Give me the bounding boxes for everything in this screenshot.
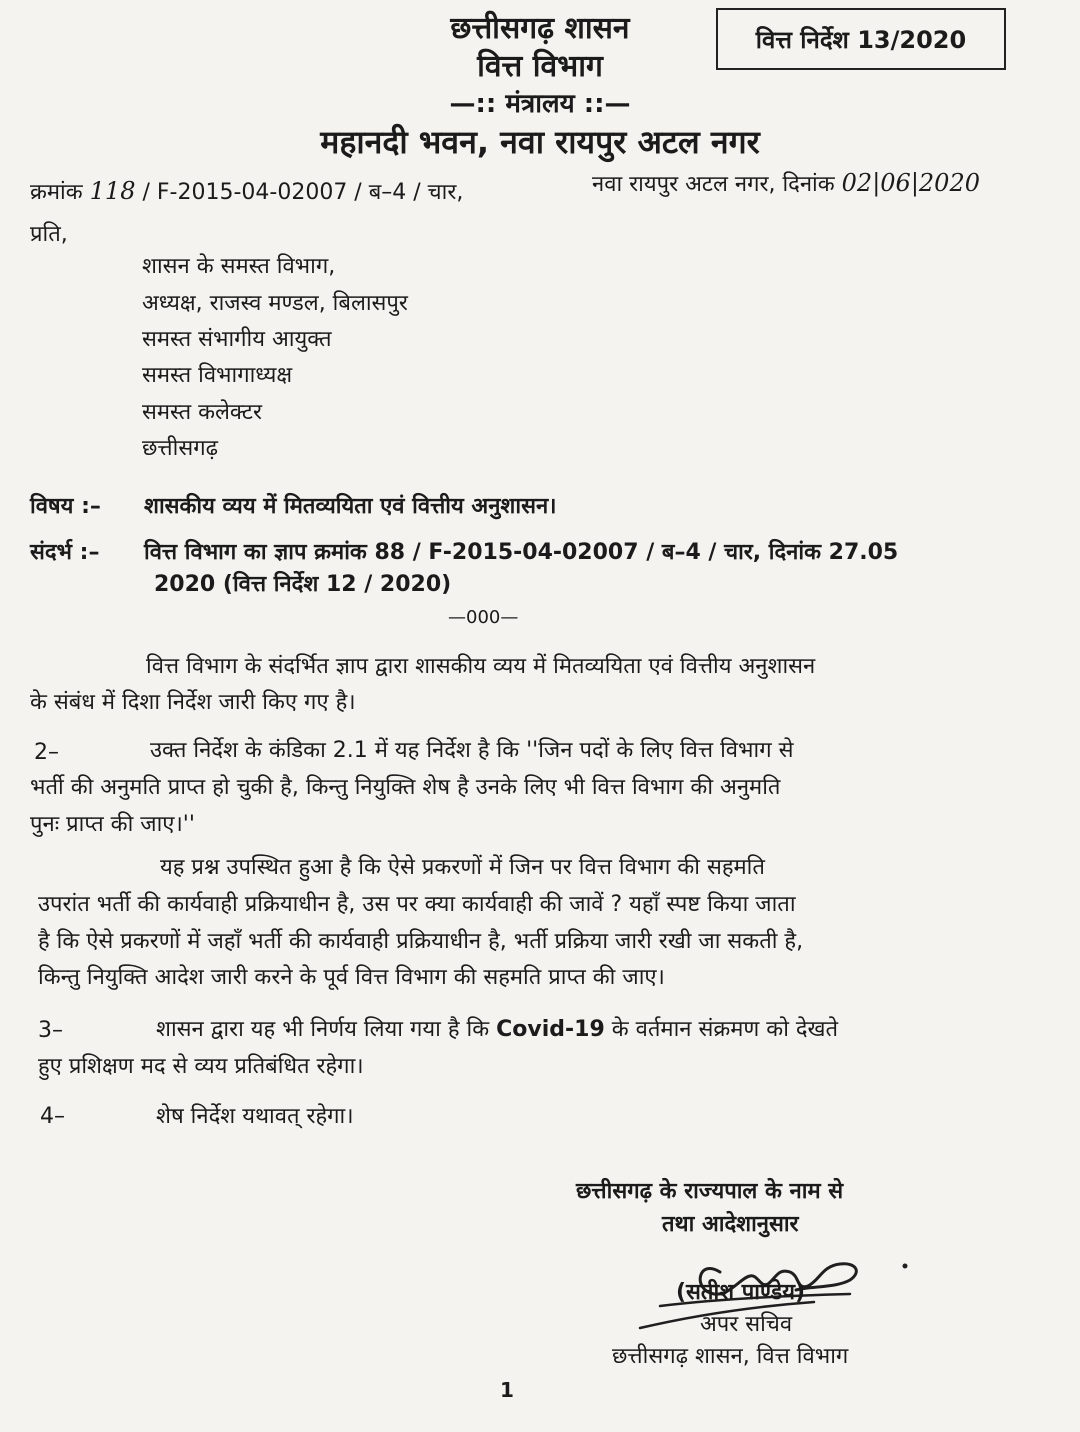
para2-line1: उक्त निर्देश के कंडिका 2.1 में यह निर्देश है कि ''जिन पदों के लिए वित्त विभाग से xyxy=(150,738,794,763)
signature-line1: छत्तीसगढ़ के राज्यपाल के नाम से xyxy=(576,1179,844,1204)
header-line-mantralaya: —:: मंत्रालय ::— xyxy=(449,89,631,119)
para2-line2: भर्ती की अनुमति प्राप्त हो चुकी है, किन्तु नियुक्ति शेष है उनके लिए भी वित्त विभाग की अनुमति xyxy=(30,775,781,800)
ref-line xyxy=(30,176,463,206)
para3-line1: यह प्रश्न उपस्थित हुआ है कि ऐसे प्रकरणों में जिन पर वित्त विभाग की सहमति xyxy=(160,855,765,880)
para4-line2: हुए प्रशिक्षण मद से व्यय प्रतिबंधित रहेगा। xyxy=(38,1054,364,1079)
recipient-5: समस्त कलेक्टर xyxy=(142,400,263,425)
place-date-line xyxy=(592,168,980,198)
para3-line2: उपरांत भर्ती की कार्यवाही प्रक्रियाधीन है, उस पर क्या कार्यवाही की जावें ? यहाँ स्पष्ट किया जाता xyxy=(38,892,796,917)
ref-code: / F-2015-04-02007 / ब–4 / चार, xyxy=(142,180,464,205)
to-label: प्रति, xyxy=(30,222,68,247)
signatory-designation: अपर सचिव xyxy=(700,1312,793,1337)
recipient-3: समस्त संभागीय आयुक्त xyxy=(142,327,332,352)
para2-line3: पुनः प्राप्त की जाए।'' xyxy=(30,812,195,837)
recipient-2: अध्यक्ष, राजस्व मण्डल, बिलासपुर xyxy=(142,291,408,316)
reference-line-2: 2020 (वित्त निर्देश 12 / 2020) xyxy=(154,572,452,597)
recipient-6: छत्तीसगढ़ xyxy=(142,436,218,461)
para4-line1-c: के वर्तमान संक्रमण को देखते xyxy=(611,1017,839,1042)
header-line-department: वित्त विभाग xyxy=(477,49,603,84)
para4-covid: Covid-19 xyxy=(496,1017,605,1042)
para4-number: 3– xyxy=(38,1018,63,1043)
page-number: 1 xyxy=(500,1378,514,1402)
para5-text: शेष निर्देश यथावत् रहेगा। xyxy=(156,1104,354,1129)
directive-number-box: वित्त निर्देश 13/2020 xyxy=(716,8,1006,70)
recipient-4: समस्त विभागाध्यक्ष xyxy=(142,363,293,388)
issue-date: 02|06|2020 xyxy=(841,169,980,197)
subject-text: शासकीय व्यय में मितव्ययिता एवं वित्तीय अनुशासन। xyxy=(144,494,557,519)
ref-prefix: क्रमांक xyxy=(30,180,83,205)
para5-number: 4– xyxy=(40,1104,65,1129)
signature-line2: तथा आदेशानुसार xyxy=(662,1212,799,1237)
header-line-state: छत्तीसगढ़ शासन xyxy=(450,11,630,46)
reference-line-1: वित्त विभाग का ज्ञाप क्रमांक 88 / F-2015-04-02007 / ब–4 / चार, दिनांक 27.05 xyxy=(144,540,899,565)
para4-line1 xyxy=(156,1013,838,1043)
para2-number: 2– xyxy=(34,740,59,765)
signatory-office: छत्तीसगढ़ शासन, वित्त विभाग xyxy=(612,1344,849,1369)
place-date-label: नवा रायपुर अटल नगर, दिनांक xyxy=(592,172,835,197)
recipient-1: शासन के समस्त विभाग, xyxy=(142,254,336,279)
subject-label: विषय :– xyxy=(30,494,101,519)
signatory-name: (सतीश पाण्डेय) xyxy=(676,1280,806,1305)
reference-label: संदर्भ :– xyxy=(30,540,100,565)
para1-line2: के संबंध में दिशा निर्देश जारी किए गए है। xyxy=(30,690,356,715)
para4-line1-a: शासन द्वारा यह भी निर्णय लिया गया है कि xyxy=(156,1017,490,1042)
para3-line3: है कि ऐसे प्रकरणों में जहाँ भर्ती की कार्यवाही प्रक्रियाधीन है, भर्ती प्रक्रिया जारी रखी जा सकती है, xyxy=(38,929,804,954)
para3-line4: किन्तु नियुक्ति आदेश जारी करने के पूर्व वित्त विभाग की सहमति प्राप्त की जाए। xyxy=(38,965,665,990)
ref-number: 118 xyxy=(89,177,136,205)
header-line-address: महानदी भवन, नवा रायपुर अटल नगर xyxy=(320,123,760,161)
para1-line1: वित्त विभाग के संदर्भित ज्ञाप द्वारा शासकीय व्यय में मितव्ययिता एवं वित्तीय अनुशासन xyxy=(146,654,816,679)
separator: —000— xyxy=(448,607,519,628)
